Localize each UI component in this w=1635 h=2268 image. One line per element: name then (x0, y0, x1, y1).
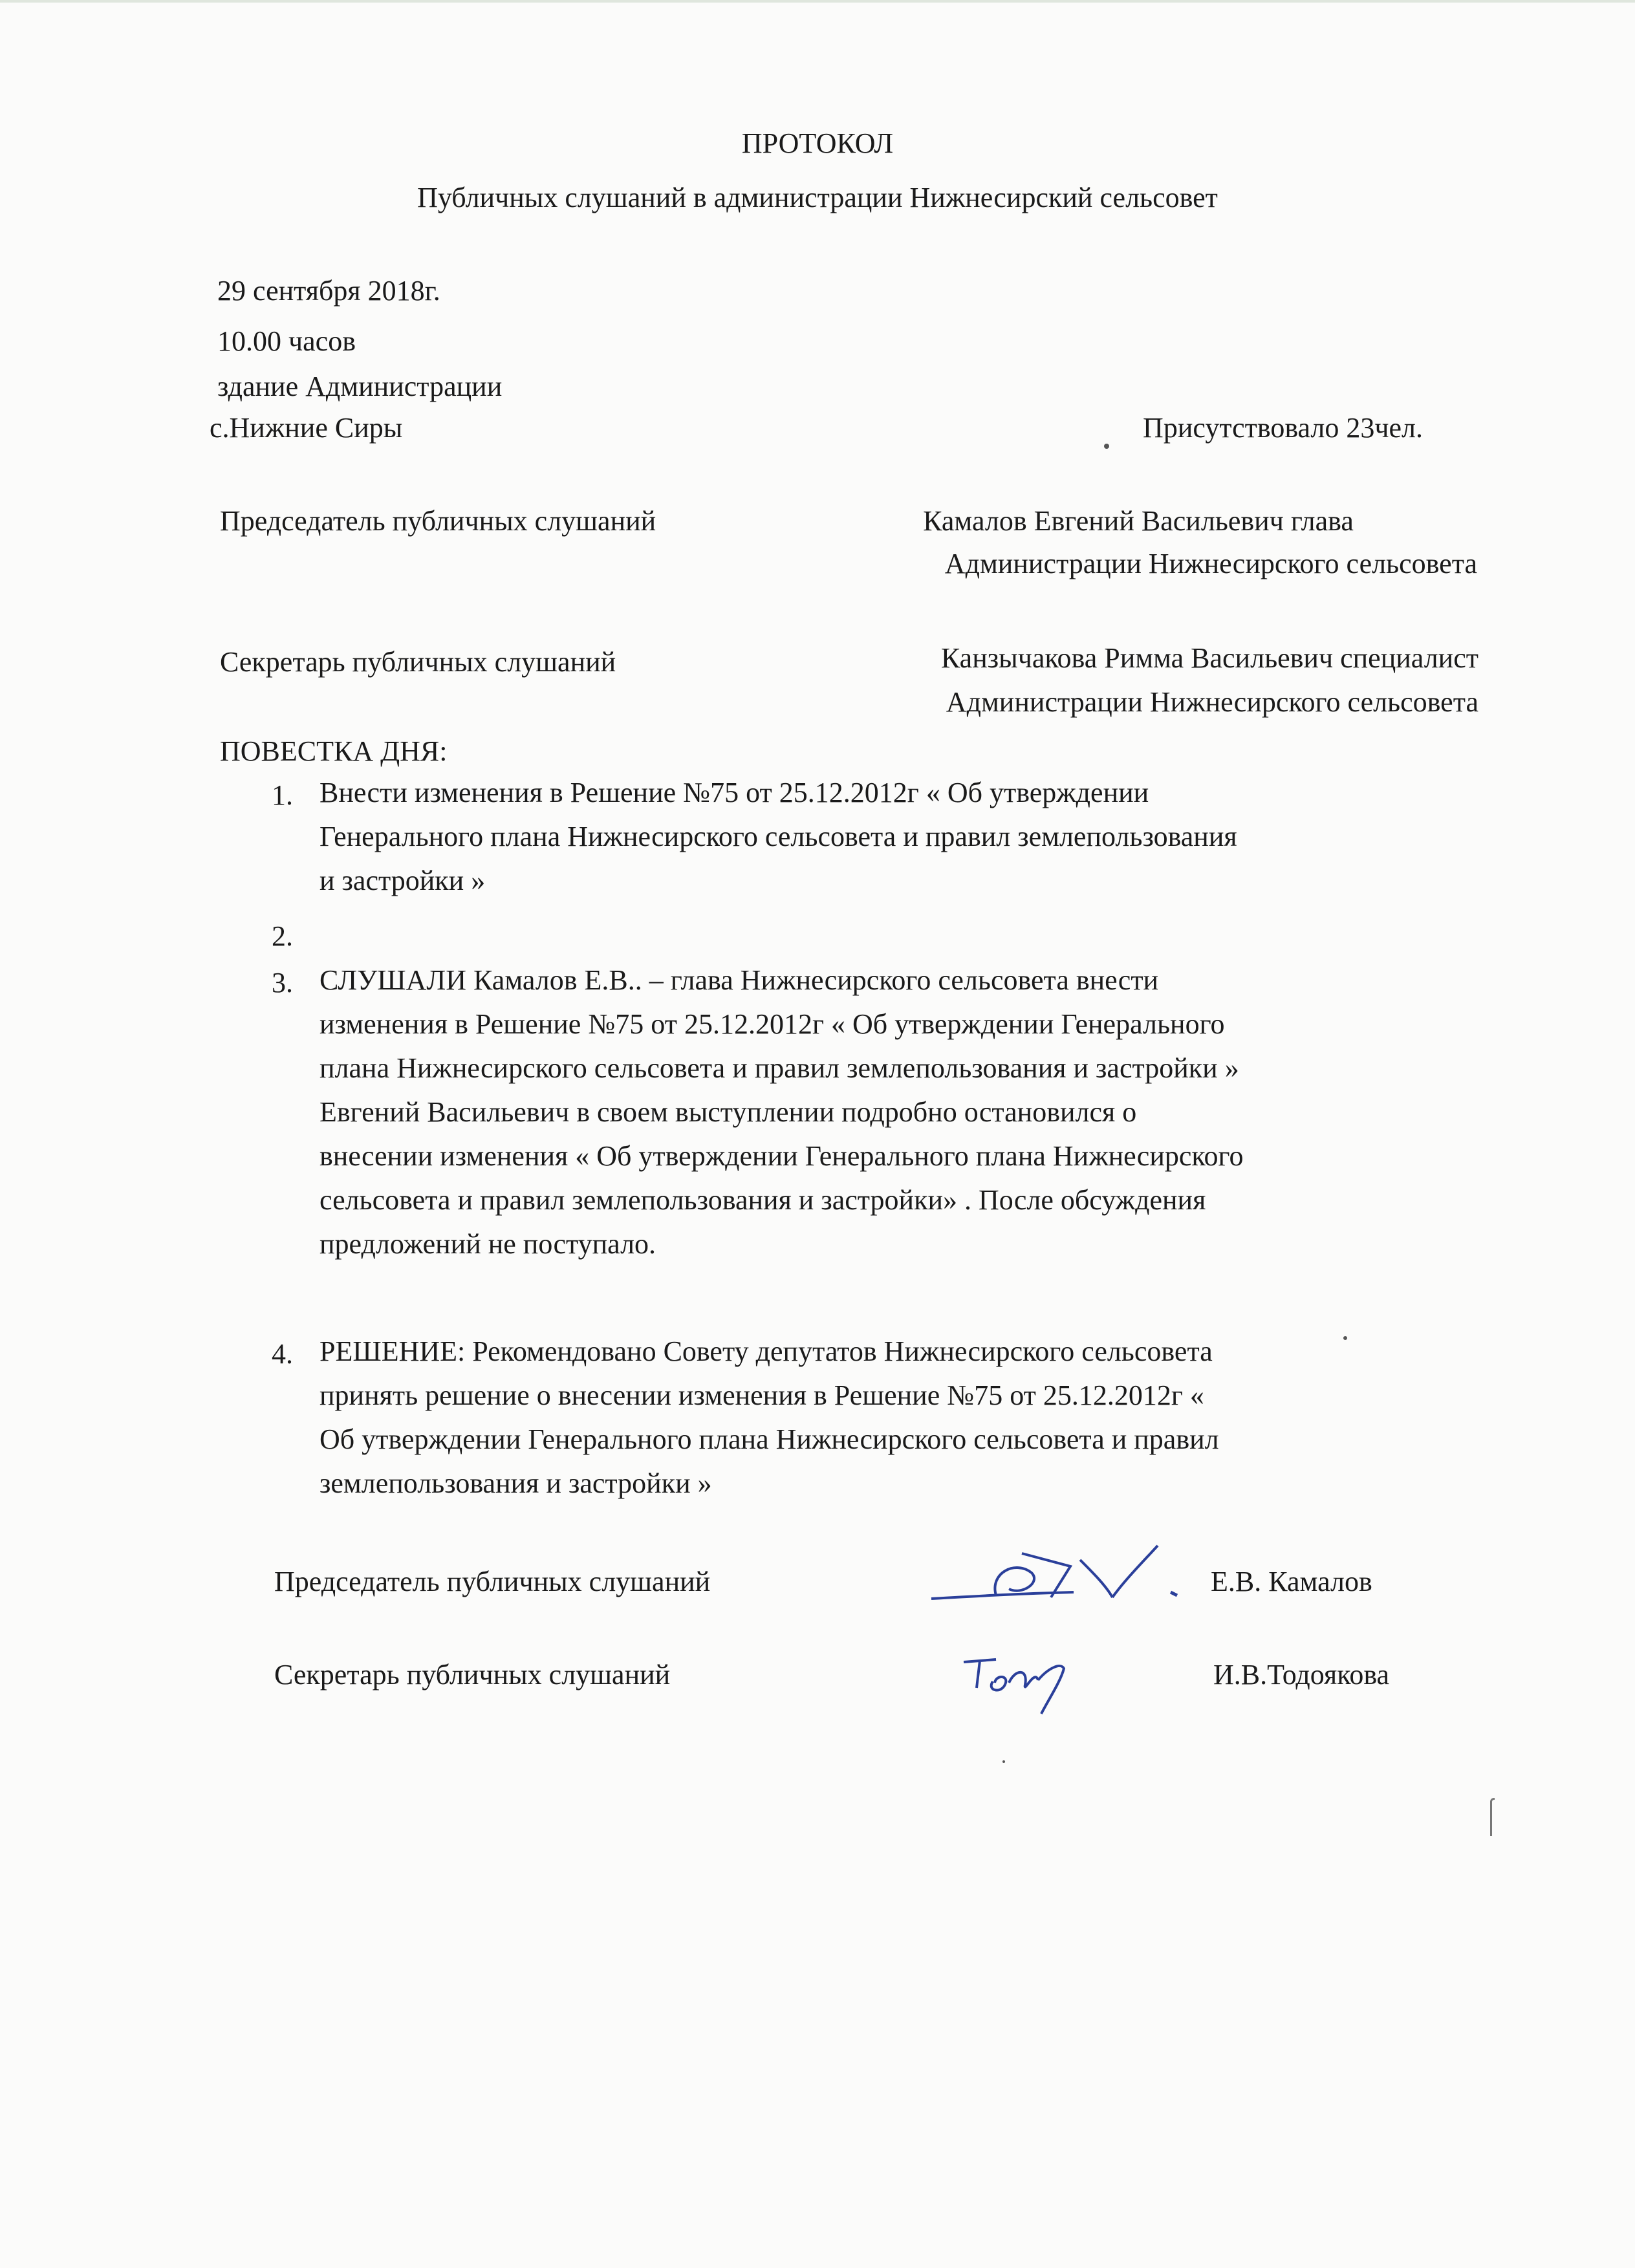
secretary-name-line2: Администрации Нижнесирского сельсовета (946, 686, 1478, 718)
signature-chair-label: Председатель публичных слушаний (274, 1566, 711, 1597)
scan-speck (1104, 444, 1109, 449)
meeting-village: с.Нижние Сиры (210, 412, 403, 444)
signature-secretary-name: И.В.Тодоякова (1213, 1659, 1390, 1690)
signature-icon (957, 1643, 1074, 1720)
meeting-date: 29 сентября 2018г. (217, 275, 440, 307)
agenda-item-number: 3. (272, 967, 293, 999)
agenda-item-line: внесении изменения « Об утверждении Генерального плана Нижнесирского (319, 1140, 1244, 1172)
signature-secretary-label: Секретарь публичных слушаний (274, 1659, 671, 1690)
attendance: Присутствовало 23чел. (1143, 412, 1423, 444)
agenda-item-number: 4. (272, 1338, 293, 1370)
agenda-heading: ПОВЕСТКА ДНЯ: (220, 735, 448, 767)
meeting-place: здание Администрации (217, 371, 503, 402)
agenda-item-line: плана Нижнесирского сельсовета и правил землепользования и застройки » (319, 1052, 1239, 1084)
meeting-time: 10.00 часов (217, 325, 356, 357)
chair-label: Председатель публичных слушаний (220, 505, 656, 537)
secretary-label: Секретарь публичных слушаний (220, 646, 616, 678)
agenda-item-line: сельсовета и правил землепользования и застройки» . После обсуждения (319, 1184, 1206, 1216)
agenda-item-line: принять решение о внесении изменения в Решение №75 от 25.12.2012г « (319, 1379, 1204, 1411)
scan-mark (1490, 1798, 1495, 1836)
secretary-name-line1: Канзычакова Римма Васильевич специалист (940, 642, 1478, 674)
agenda-item-line: предложений не поступало. (319, 1228, 656, 1260)
signature-icon (918, 1534, 1203, 1612)
agenda-item-line: Евгений Васильевич в своем выступлении подробно остановился о (319, 1096, 1137, 1128)
document-subtitle: Публичных слушаний в администрации Нижнесирский сельсовет (417, 182, 1218, 213)
chair-name-line2: Администрации Нижнесирского сельсовета (944, 548, 1477, 579)
agenda-item-number: 2. (272, 920, 293, 952)
agenda-item-3 (319, 958, 1244, 1266)
signature-chair-name: Е.В. Камалов (1211, 1566, 1372, 1597)
agenda-item-line: Об утверждении Генерального плана Нижнесирского сельсовета и правил (319, 1423, 1219, 1455)
document-title: ПРОТОКОЛ (741, 127, 894, 159)
scan-edge (0, 0, 1635, 3)
chair-name-line1: Камалов Евгений Васильевич глава (923, 505, 1354, 537)
agenda-item-number: 1. (272, 779, 293, 811)
agenda-item-4 (319, 1330, 1219, 1506)
agenda-item-1 (319, 771, 1237, 903)
agenda-item-line: СЛУШАЛИ Камалов Е.В.. – глава Нижнесирского сельсовета внести (319, 964, 1159, 996)
scan-speck (1343, 1336, 1347, 1340)
agenda-item-line: РЕШЕНИЕ: Рекомендовано Совету депутатов Нижнесирского сельсовета (319, 1335, 1213, 1367)
agenda-item-line: и застройки » (319, 865, 486, 896)
agenda-item-line: землепользования и застройки » (319, 1467, 712, 1499)
agenda-item-line: Внести изменения в Решение №75 от 25.12.2012г « Об утверждении (319, 777, 1149, 808)
scan-speck (1002, 1760, 1005, 1763)
agenda-item-line: Генерального плана Нижнесирского сельсовета и правил землепользования (319, 821, 1237, 852)
agenda-item-line: изменения в Решение №75 от 25.12.2012г « Об утверждении Генерального (319, 1008, 1225, 1040)
